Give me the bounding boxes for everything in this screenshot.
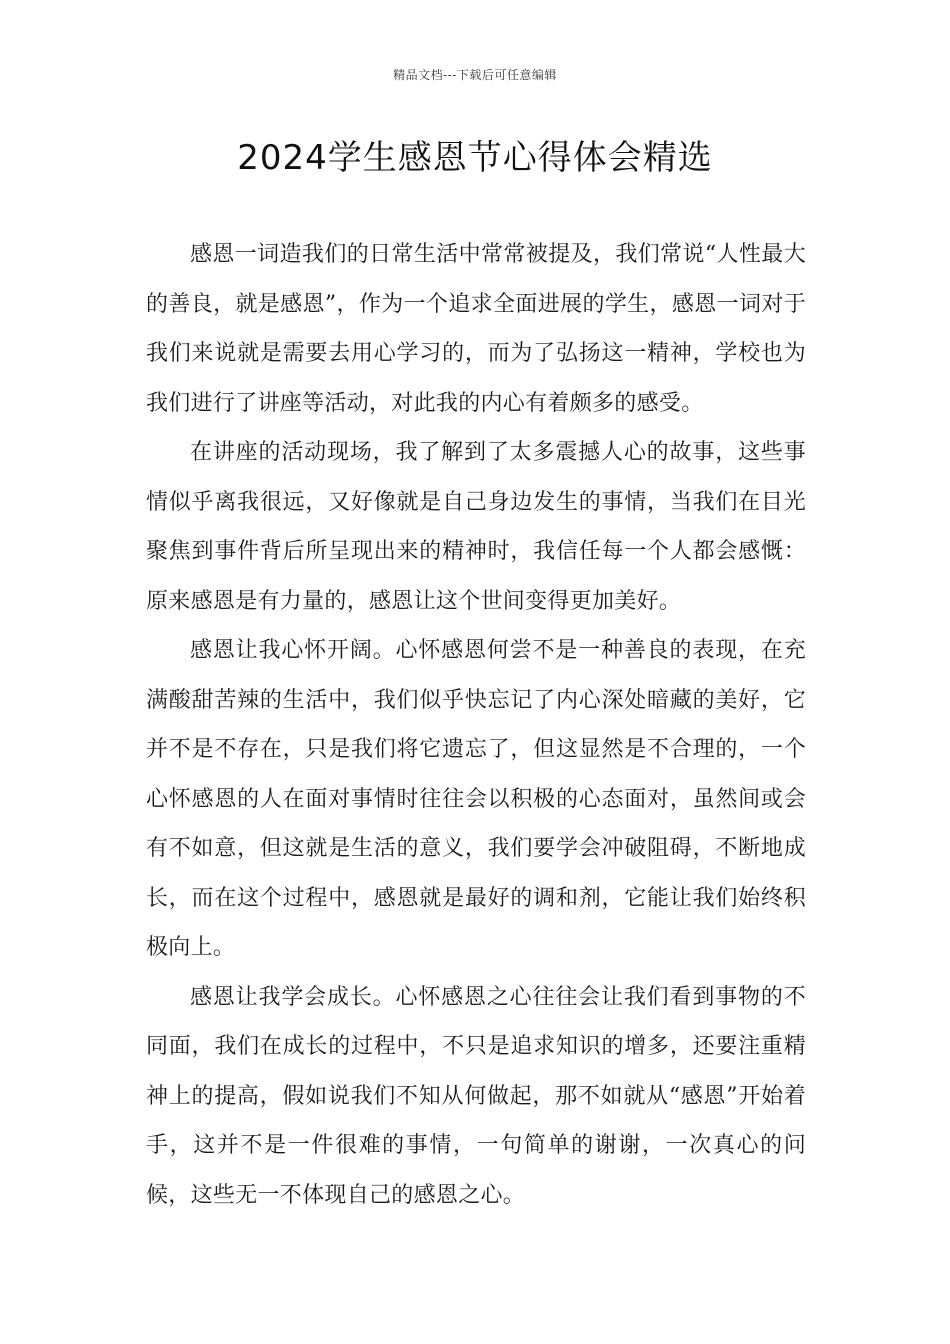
paragraph-3: 感恩让我心怀开阔。心怀感恩何尝不是一种善良的表现，在充满酸甜苦辣的生活中，我们似乎快忘记了内心深处暗藏的美好，它并不是不存在，只是我们将它遗忘了，但这显然是不合理的，一个心怀感恩的人在面对事情时往往会以积极的心态面对，虽然间或会有不如意，但这就是生活的意义，我们要学会冲破阻碍，不断地成长，而在这个过程中，感恩就是最好的调和剂，它能让我们始终积极向上。 <box>146 638 806 960</box>
paragraph-4: 感恩让我学会成长。心怀感恩之心往往会让我们看到事物的不同面，我们在成长的过程中，不只是追求知识的增多，还要注重精神上的提高，假如说我们不知从何做起，那不如就从“感恩”开始着手，这并不是一件很难的事情，一句简单的谢谢，一次真心的问候，这些无一不体现自己的感恩之心。 <box>146 984 806 1208</box>
document-title: 2024学生感恩节心得体会精选 <box>237 138 713 178</box>
paragraph-2: 在讲座的活动现场，我了解到了太多震撼人心的故事，这些事情似乎离我很远，又好像就是自己身边发生的事情，当我们在目光聚焦到事件背后所呈现出来的精神时，我信任每一个人都会感慨：原来感恩是有力量的，感恩让这个世间变得更加美好。 <box>146 440 806 614</box>
paragraph-1: 感恩一词造我们的日常生活中常常被提及，我们常说“人性最大的善良，就是感恩”，作为一个追求全面进展的学生，感恩一词对于我们来说就是需要去用心学习的，而为了弘扬这一精神，学校也为我们进行了讲座等活动，对此我的内心有着颇多的感受。 <box>146 242 806 416</box>
header-note: 精品文档---下载后可任意编辑 <box>393 68 557 82</box>
document-body <box>146 230 806 1220</box>
